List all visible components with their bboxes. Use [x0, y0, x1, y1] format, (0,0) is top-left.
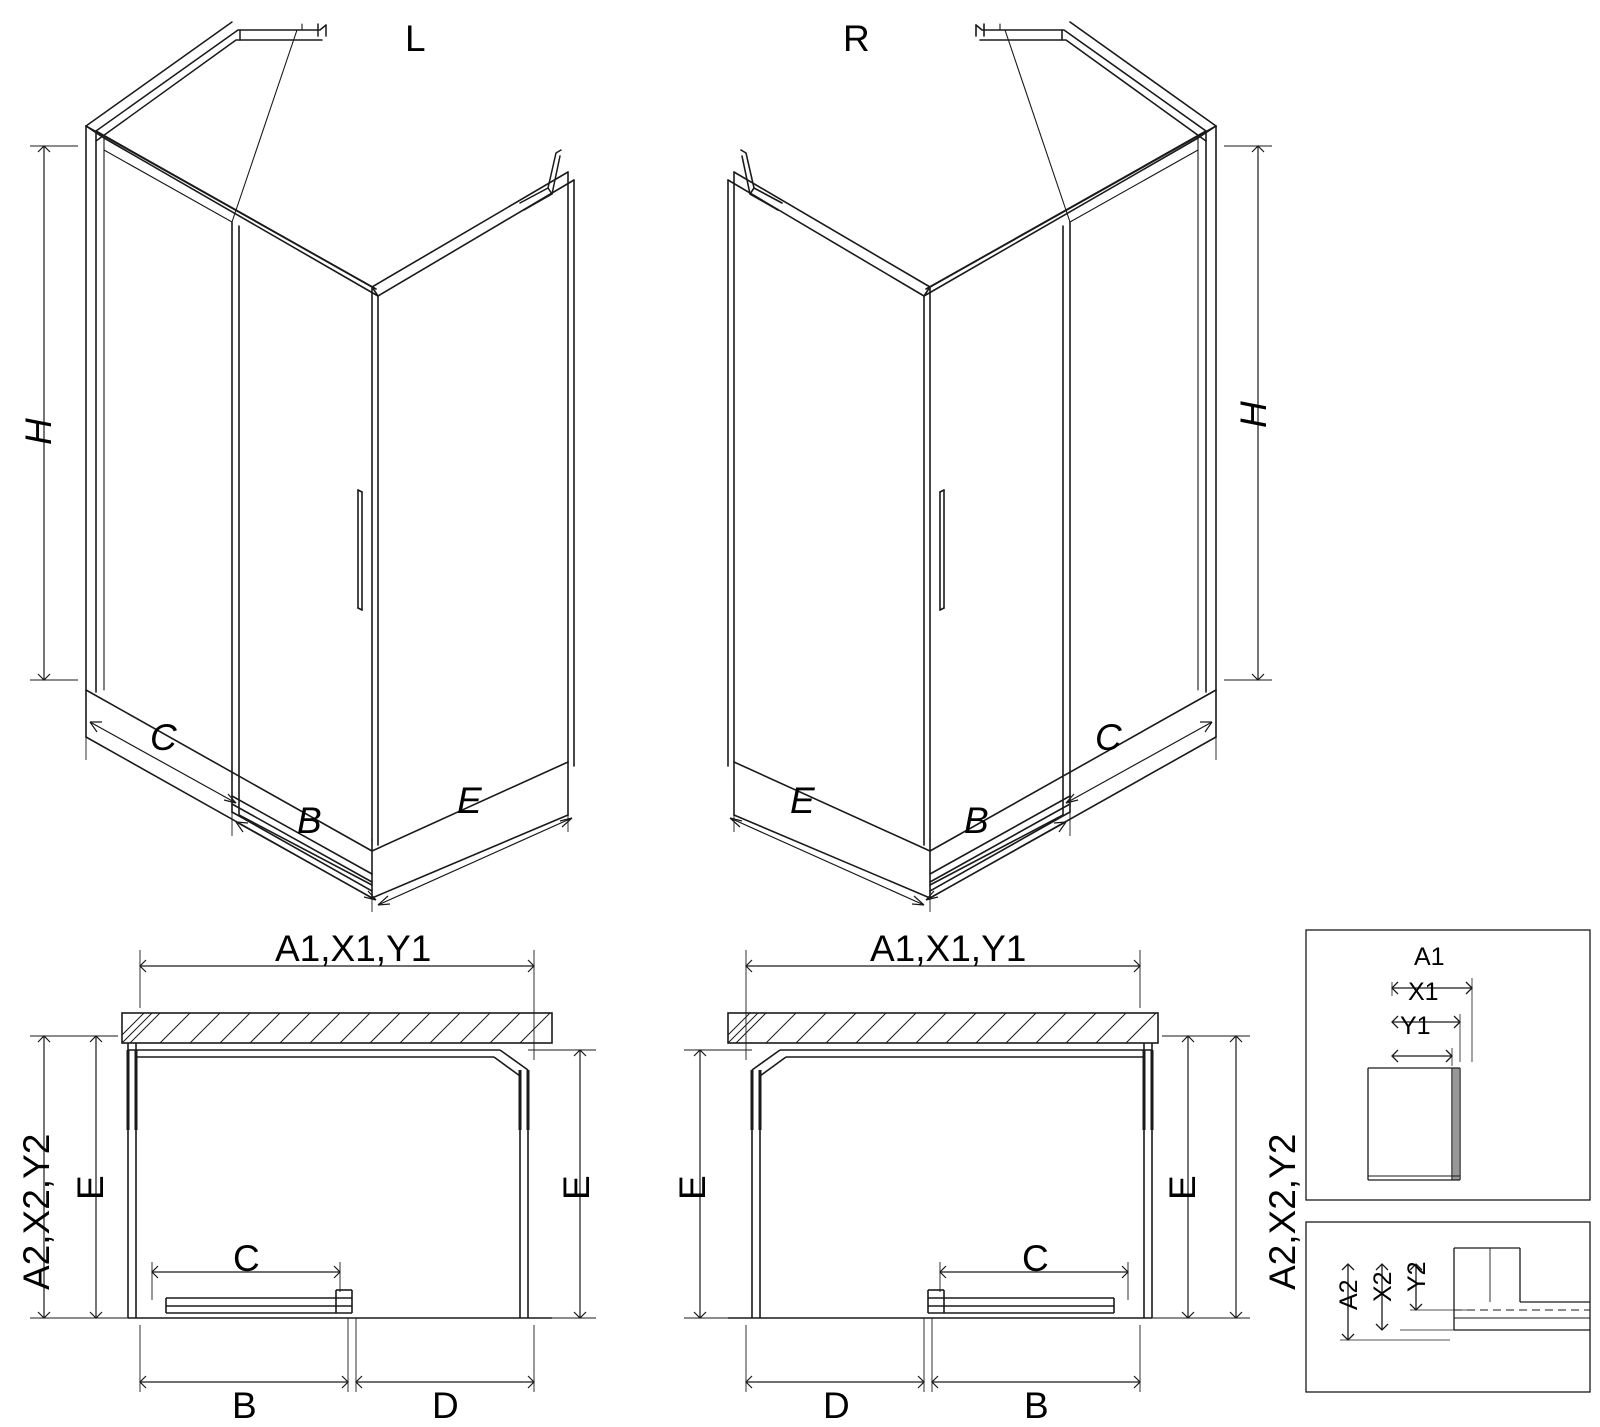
- detail-bottom-dim-y2: Y2: [1403, 1261, 1431, 1292]
- plan-left-inner-e-dim: E: [70, 1175, 111, 1200]
- plan-left-bottom-b-dim: B: [232, 1385, 257, 1426]
- plan-right-inner-c-dim: C: [1022, 1238, 1049, 1279]
- detail-top-dim-y1: Y1: [1400, 1012, 1431, 1040]
- plan-right-inner-e-dim: E: [1162, 1175, 1203, 1200]
- iso-left-height-dim-label: H: [18, 418, 59, 445]
- plan-left-right-e-dim: E: [556, 1175, 597, 1200]
- iso-left-dim-e: E: [457, 780, 482, 821]
- iso-right-dim-e: E: [790, 780, 815, 821]
- plan-right-left-e-dim: E: [672, 1175, 713, 1200]
- plan-left-side-dim: A2,X2,Y2: [16, 1133, 57, 1290]
- iso-left-dim-b: B: [297, 800, 322, 841]
- plan-right-bottom-b-dim: B: [1024, 1385, 1049, 1426]
- detail-bottom-dim-a2: A2: [1335, 1279, 1363, 1310]
- plan-right-top-dim: A1,X1,Y1: [870, 928, 1027, 969]
- iso-right-dim-c: C: [1095, 717, 1122, 758]
- plan-left-top-dim: A1,X1,Y1: [275, 928, 432, 969]
- detail-top-dim-x1: X1: [1408, 978, 1439, 1006]
- iso-right-dim-b: B: [964, 800, 989, 841]
- iso-left-variant-label: L: [405, 18, 426, 59]
- iso-left-dim-c: C: [150, 717, 177, 758]
- plan-right-side-dim: A2,X2,Y2: [1262, 1133, 1303, 1290]
- detail-top-dim-a1: A1: [1414, 943, 1445, 971]
- iso-right-height-dim-label: H: [1233, 401, 1274, 428]
- plan-left-bottom-d-dim: D: [432, 1385, 459, 1426]
- iso-right-variant-label: R: [843, 18, 870, 59]
- plan-left-inner-c-dim: C: [233, 1238, 260, 1279]
- plan-right-bottom-d-dim: D: [823, 1385, 850, 1426]
- detail-bottom-dim-x2: X2: [1369, 1271, 1397, 1302]
